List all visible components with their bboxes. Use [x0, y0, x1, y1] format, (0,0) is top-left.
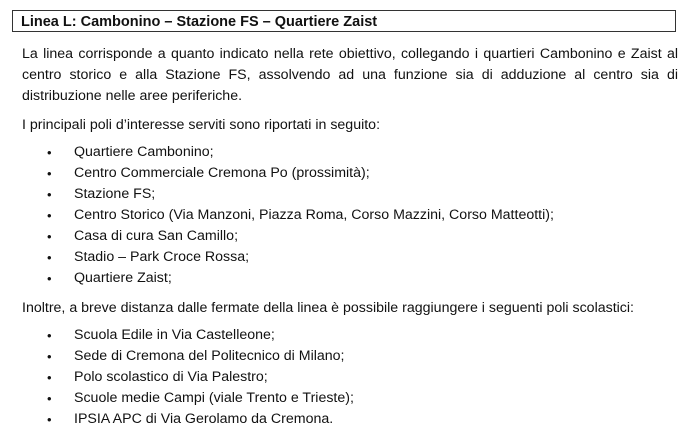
list-item-text: Polo scolastico di Via Palestro;: [74, 369, 268, 385]
intro-paragraph: La linea corrisponde a quanto indicato nella rete obiettivo, collegando i quartieri Cambonino e Zaist al centro storico e alla Stazione FS, assolvendo ad una funzione sia di adduzione al centro sia di distribuzione nelle aree periferiche.: [22, 46, 678, 104]
bullet-icon: •: [47, 145, 52, 160]
list-item: [0, 247, 690, 268]
bullet-icon: •: [47, 349, 52, 364]
bullet-icon: •: [47, 370, 52, 385]
bullet-icon: •: [47, 166, 52, 181]
list-item: [0, 367, 690, 388]
list-item: [0, 142, 690, 163]
poi-intro-paragraph: I principali poli d’interesse serviti sono riportati in seguito:: [22, 117, 381, 133]
list-item: [0, 226, 690, 247]
section-heading: Linea L: Cambonino – Stazione FS – Quartiere Zaist: [12, 10, 676, 32]
list-item-text: Casa di cura San Camillo;: [74, 228, 239, 244]
poi-list: [0, 142, 690, 289]
list-item-text: IPSIA APC di Via Gerolamo da Cremona.: [74, 411, 334, 427]
bullet-icon: •: [47, 412, 52, 427]
list-item-text: Centro Storico (Via Manzoni, Piazza Roma, Corso Mazzini, Corso Matteotti);: [74, 207, 554, 223]
list-item-text: Scuola Edile in Via Castelleone;: [74, 327, 275, 343]
bullet-icon: •: [47, 187, 52, 202]
schools-intro-paragraph: Inoltre, a breve distanza dalle fermate della linea è possibile raggiungere i seguenti poli scolastici:: [22, 300, 634, 316]
list-item: [0, 268, 690, 289]
list-item-text: Stazione FS;: [74, 186, 156, 202]
list-item: [0, 388, 690, 409]
list-item: [0, 184, 690, 205]
list-item: [0, 205, 690, 226]
bullet-icon: •: [47, 271, 52, 286]
list-item: [0, 325, 690, 346]
list-item: [0, 409, 690, 430]
bullet-icon: •: [47, 328, 52, 343]
list-item-text: Stadio – Park Croce Rossa;: [74, 249, 250, 265]
list-item-text: Quartiere Zaist;: [74, 270, 172, 286]
list-item: [0, 163, 690, 184]
bullet-icon: •: [47, 208, 52, 223]
bullet-icon: •: [47, 250, 52, 265]
bullet-icon: •: [47, 391, 52, 406]
list-item-text: Scuole medie Campi (viale Trento e Trieste);: [74, 390, 354, 406]
list-item-text: Quartiere Cambonino;: [74, 144, 214, 160]
list-item-text: Centro Commerciale Cremona Po (prossimità);: [74, 165, 370, 181]
schools-list: [0, 325, 690, 430]
list-item: [0, 346, 690, 367]
list-item-text: Sede di Cremona del Politecnico di Milano;: [74, 348, 345, 364]
bullet-icon: •: [47, 229, 52, 244]
